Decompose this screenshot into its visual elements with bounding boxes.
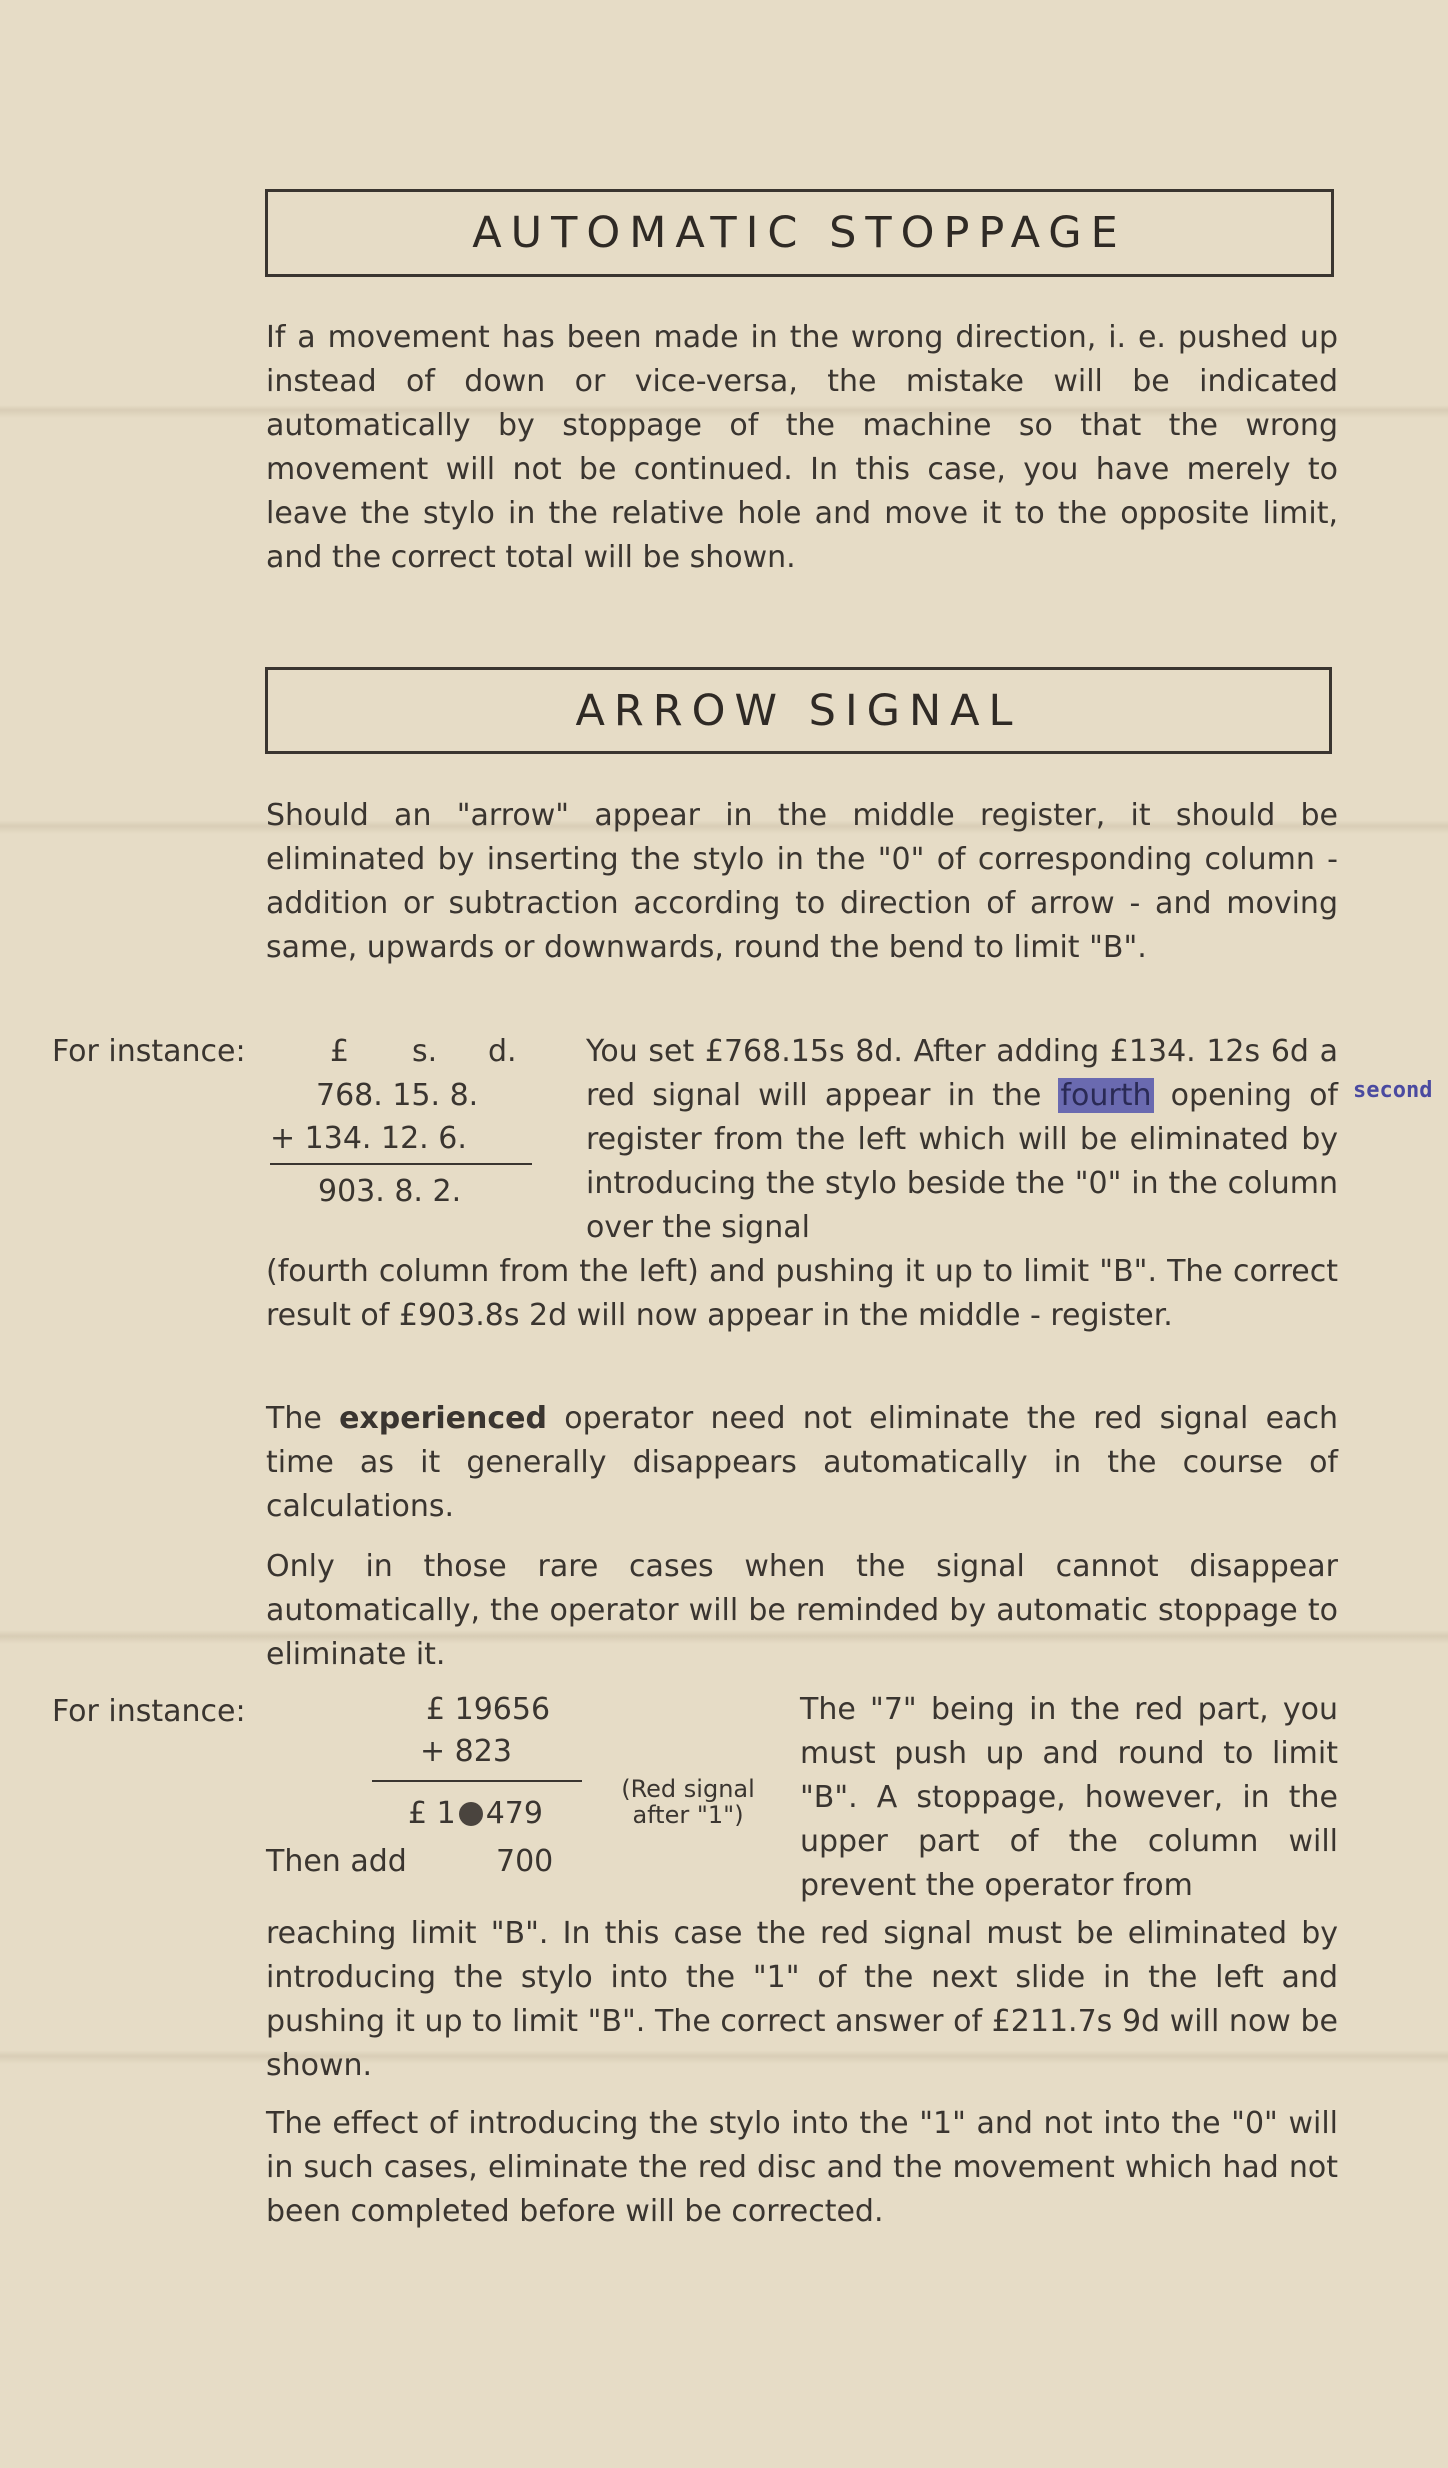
then-add-value: 700 bbox=[496, 1844, 554, 1879]
example2-continuation: reaching limit "B". In this case the red signal must be eliminated by introducing the stylo into the "1" of the next slide in the left and pushing it up to limit "B". The correct answer of £211.7s 9d will now be shown. bbox=[266, 1916, 1338, 2083]
experienced-paragraph bbox=[266, 1397, 1338, 1529]
sum-row-2: + 134. 12. 6. bbox=[270, 1121, 467, 1156]
sum-row-1: 768. 15. 8. bbox=[316, 1078, 479, 1113]
arrow-signal-intro: Should an "arrow" appear in the middle register, it should be eliminated by inserting the stylo in the "0" of corresponding column - addition or subtraction according to direction of arrow - and moving same, upwards or downwards, round the bend to limit "B". bbox=[266, 798, 1338, 965]
sum2-result-a: £ 1 bbox=[408, 1796, 456, 1831]
explanation-text-b: opening of register from the left which will be eliminated by introducing the stylo beside the "0" in the column over the signal bbox=[586, 1078, 1338, 1245]
closing-paragraph: The effect of introducing the stylo into the "1" and not into the "0" will in such cases, eliminate the red disc and the movement which had not been completed before will be corrected. bbox=[266, 2106, 1338, 2229]
column-header-pence: d. bbox=[488, 1034, 517, 1069]
then-add-label: Then add bbox=[266, 1844, 407, 1879]
rare-cases-paragraph: Only in those rare cases when the signal cannot disappear automatically, the operator will be reminded by automatic stoppage to eliminate it. bbox=[266, 1549, 1338, 1672]
example-label: For instance: bbox=[52, 1694, 246, 1729]
example2-explanation: The "7" being in the red part, you must push up and round to limit "B". A stoppage, however, in the upper part of the column will prevent the operator from bbox=[800, 1692, 1338, 1903]
experienced-post: operator need not eliminate the red signal each time as it generally disappears automatically in the course of calculations. bbox=[266, 1401, 1338, 1524]
experienced-bold: experienced bbox=[339, 1401, 547, 1436]
example1-explanation bbox=[586, 1030, 1338, 1250]
handwritten-correction: second bbox=[1353, 1078, 1433, 1103]
section-title-arrow-signal bbox=[265, 667, 1332, 754]
section-title-text: AUTOMATIC STOPPAGE bbox=[472, 208, 1127, 258]
sum2-line-1: £ 19656 bbox=[426, 1692, 551, 1727]
column-header-pound: £ bbox=[330, 1034, 350, 1069]
red-signal-note: (Red signal after "1") bbox=[621, 1775, 755, 1829]
example1-continuation: (fourth column from the left) and pushing it up to limit "B". The correct result of £903.8s 2d will now appear in the middle - register. bbox=[266, 1254, 1338, 1333]
column-header-shillings: s. bbox=[412, 1034, 438, 1069]
sum2-rule bbox=[372, 1780, 582, 1782]
red-signal-dot bbox=[459, 1802, 483, 1826]
experienced-pre: The bbox=[266, 1401, 322, 1436]
sum2-line-2: + 823 bbox=[420, 1734, 512, 1769]
explanation-text-a: You set £768.15s 8d. After adding £134. 12s 6d a red signal will appear in the bbox=[586, 1034, 1338, 1113]
sum-result: 903. 8. 2. bbox=[318, 1174, 462, 1209]
example-label: For instance: bbox=[52, 1034, 246, 1069]
section-title-text: ARROW SIGNAL bbox=[575, 685, 1022, 736]
section-title-automatic-stoppage bbox=[265, 189, 1334, 277]
sum2-result bbox=[408, 1792, 543, 1836]
automatic-stoppage-paragraph: If a movement has been made in the wrong direction, i. e. pushed up instead of down or vice-versa, the mistake will be indicated automatically by stoppage of the machine so that the wrong movement will not be continued. In this case, you have merely to leave the stylo in the relative hole and move it to the opposite limit, and the correct total will be shown. bbox=[266, 320, 1338, 575]
struck-word: fourth bbox=[1060, 1078, 1152, 1113]
sum2-result-b: 479 bbox=[485, 1796, 543, 1831]
sum-rule bbox=[270, 1163, 532, 1165]
